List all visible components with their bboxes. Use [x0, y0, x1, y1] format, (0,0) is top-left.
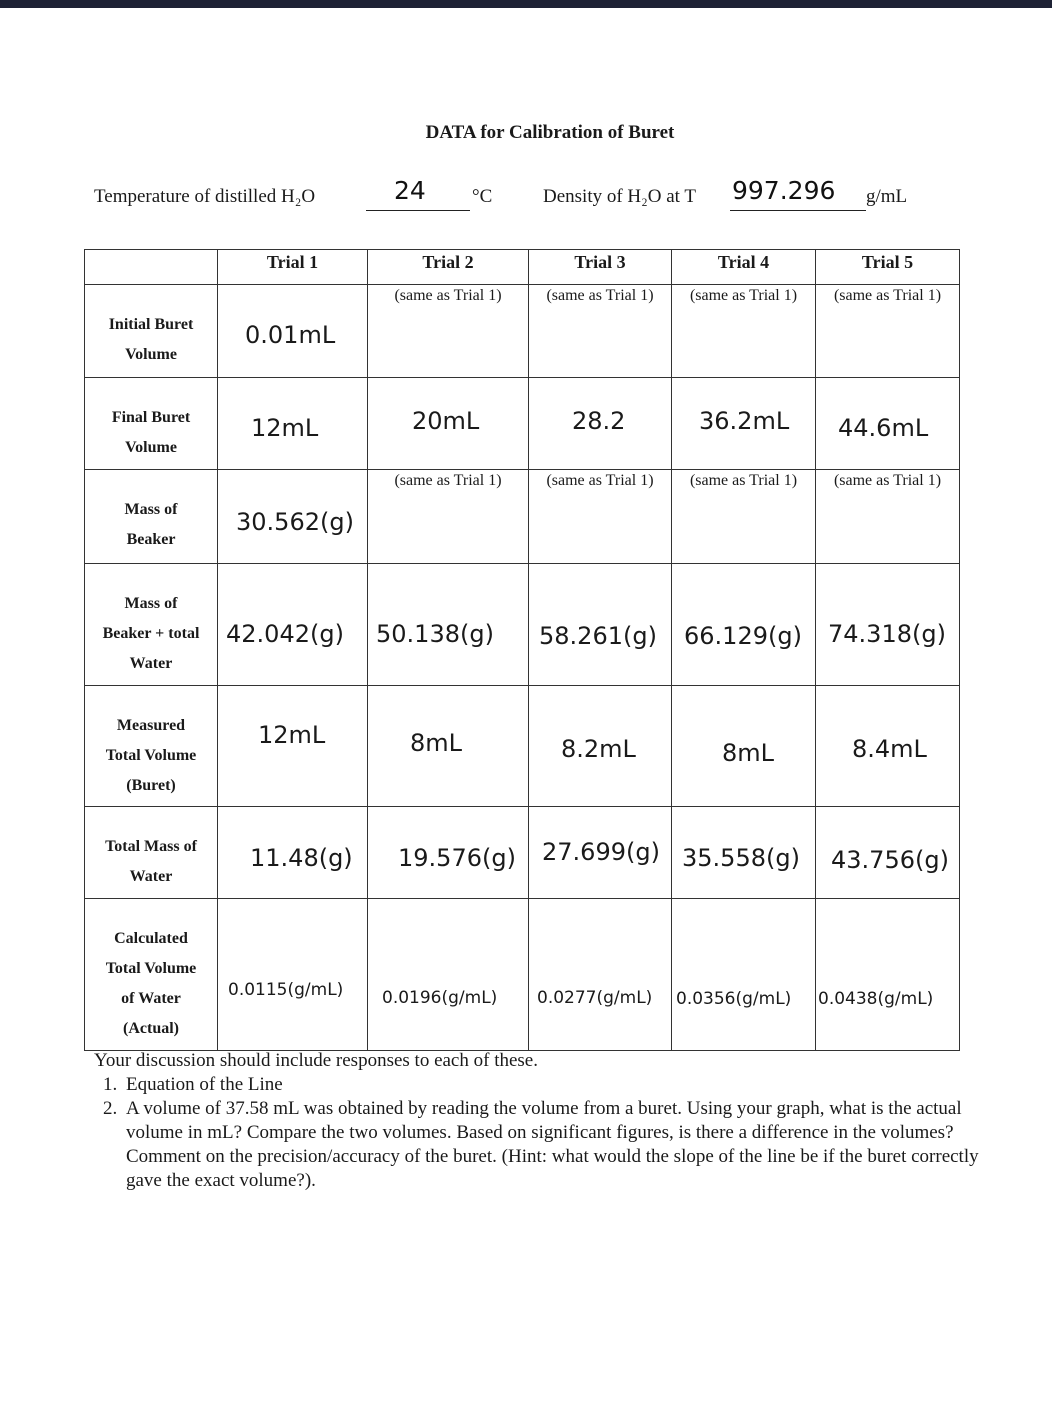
row-label-mass-water: Total Mass of Water [85, 807, 218, 899]
cell-measured-t1: 12mL [218, 686, 368, 807]
cell-mass-water-t3: 27.699(g) [529, 807, 672, 899]
cell-measured-t3: 8.2mL [529, 686, 672, 807]
data-table [84, 249, 960, 1051]
cell-mass-water-t4: 35.558(g) [672, 807, 816, 899]
density-unit: g/mL [866, 186, 908, 207]
cell-mass-water-t1: 11.48(g) [218, 807, 368, 899]
header-trial-1: Trial 1 [218, 250, 368, 285]
cell-final-t1: 12mL [218, 378, 368, 470]
row-label-beaker-water: Mass of Beaker + total Water [85, 564, 218, 686]
cell-mass-water-t2: 19.576(g) [368, 807, 529, 899]
cell-measured-t2: 8mL [368, 686, 529, 807]
cell-calculated-t5: 0.0438(g/mL) [816, 899, 960, 1051]
table-row [85, 378, 960, 470]
page-title: DATA for Calibration of Buret [425, 122, 675, 143]
discussion-intro: Your discussion should include responses to each of these. [94, 1050, 538, 1071]
cell-calculated-t3: 0.0277(g/mL) [529, 899, 672, 1051]
temperature-unit: °C [472, 186, 493, 207]
list-item: 1. Equation of the Line [122, 1073, 994, 1097]
cell-initial-t2: (same as Trial 1) [368, 285, 529, 378]
row-label-final: Final Buret Volume [85, 378, 218, 470]
row-label-measured: Measured Total Volume (Buret) [85, 686, 218, 807]
cell-initial-t3: (same as Trial 1) [529, 285, 672, 378]
cell-beaker-t2: (same as Trial 1) [368, 470, 529, 564]
cell-calculated-t4: 0.0356(g/mL) [672, 899, 816, 1051]
density-label: Density of H₂O at T [543, 186, 696, 207]
header-trial-5: Trial 5 [816, 250, 960, 285]
cell-beaker-water-t4: 66.129(g) [672, 564, 816, 686]
cell-initial-t5: (same as Trial 1) [816, 285, 960, 378]
row-label-calculated: Calculated Total Volume of Water (Actual) [85, 899, 218, 1051]
cell-final-t4: 36.2mL [672, 378, 816, 470]
header-trial-4: Trial 4 [672, 250, 816, 285]
cell-measured-t4: 8mL [672, 686, 816, 807]
cell-final-t2: 20mL [368, 378, 529, 470]
header-row [85, 250, 960, 285]
table-row [85, 807, 960, 899]
row-label-initial: Initial Buret Volume [85, 285, 218, 378]
cell-beaker-t1: 30.562(g) [218, 470, 368, 564]
row-label-beaker: Mass of Beaker [85, 470, 218, 564]
table-row [85, 686, 960, 807]
cell-beaker-water-t2: 50.138(g) [368, 564, 529, 686]
cell-beaker-t4: (same as Trial 1) [672, 470, 816, 564]
cell-final-t3: 28.2 [529, 378, 672, 470]
cell-beaker-t3: (same as Trial 1) [529, 470, 672, 564]
cell-initial-t4: (same as Trial 1) [672, 285, 816, 378]
table-row [85, 564, 960, 686]
discussion-section [94, 1049, 994, 1193]
density-value: 997.296 [732, 176, 836, 205]
discussion-list [94, 1073, 994, 1193]
cell-calculated-t2: 0.0196(g/mL) [368, 899, 529, 1051]
cell-beaker-t5: (same as Trial 1) [816, 470, 960, 564]
table-row [85, 899, 960, 1051]
cell-final-t5: 44.6mL [816, 378, 960, 470]
header-trial-3: Trial 3 [529, 250, 672, 285]
cell-beaker-water-t5: 74.318(g) [816, 564, 960, 686]
corner-cell [85, 250, 218, 285]
cell-beaker-water-t1: 42.042(g) [218, 564, 368, 686]
cell-beaker-water-t3: 58.261(g) [529, 564, 672, 686]
table-row [85, 285, 960, 378]
cell-calculated-t1: 0.0115(g/mL) [218, 899, 368, 1051]
table-row [85, 470, 960, 564]
cell-mass-water-t5: 43.756(g) [816, 807, 960, 899]
cell-measured-t5: 8.4mL [816, 686, 960, 807]
temperature-label: Temperature of distilled H₂O [94, 186, 316, 207]
temperature-value: 24 [394, 176, 426, 205]
header-trial-2: Trial 2 [368, 250, 529, 285]
top-bar [0, 0, 1052, 8]
cell-initial-t1: 0.01mL [218, 285, 368, 378]
list-item: 2. A volume of 37.58 mL was obtained by reading the volume from a buret. Using your graph, what is the actual volume in mL? Compare the two volumes. Based on significant figures, is there a difference in the volumes? Comment on the precision/accuracy of the buret. (Hint: what would the slope of the line be if the buret correctly gave the exact volume?). [122, 1097, 994, 1193]
